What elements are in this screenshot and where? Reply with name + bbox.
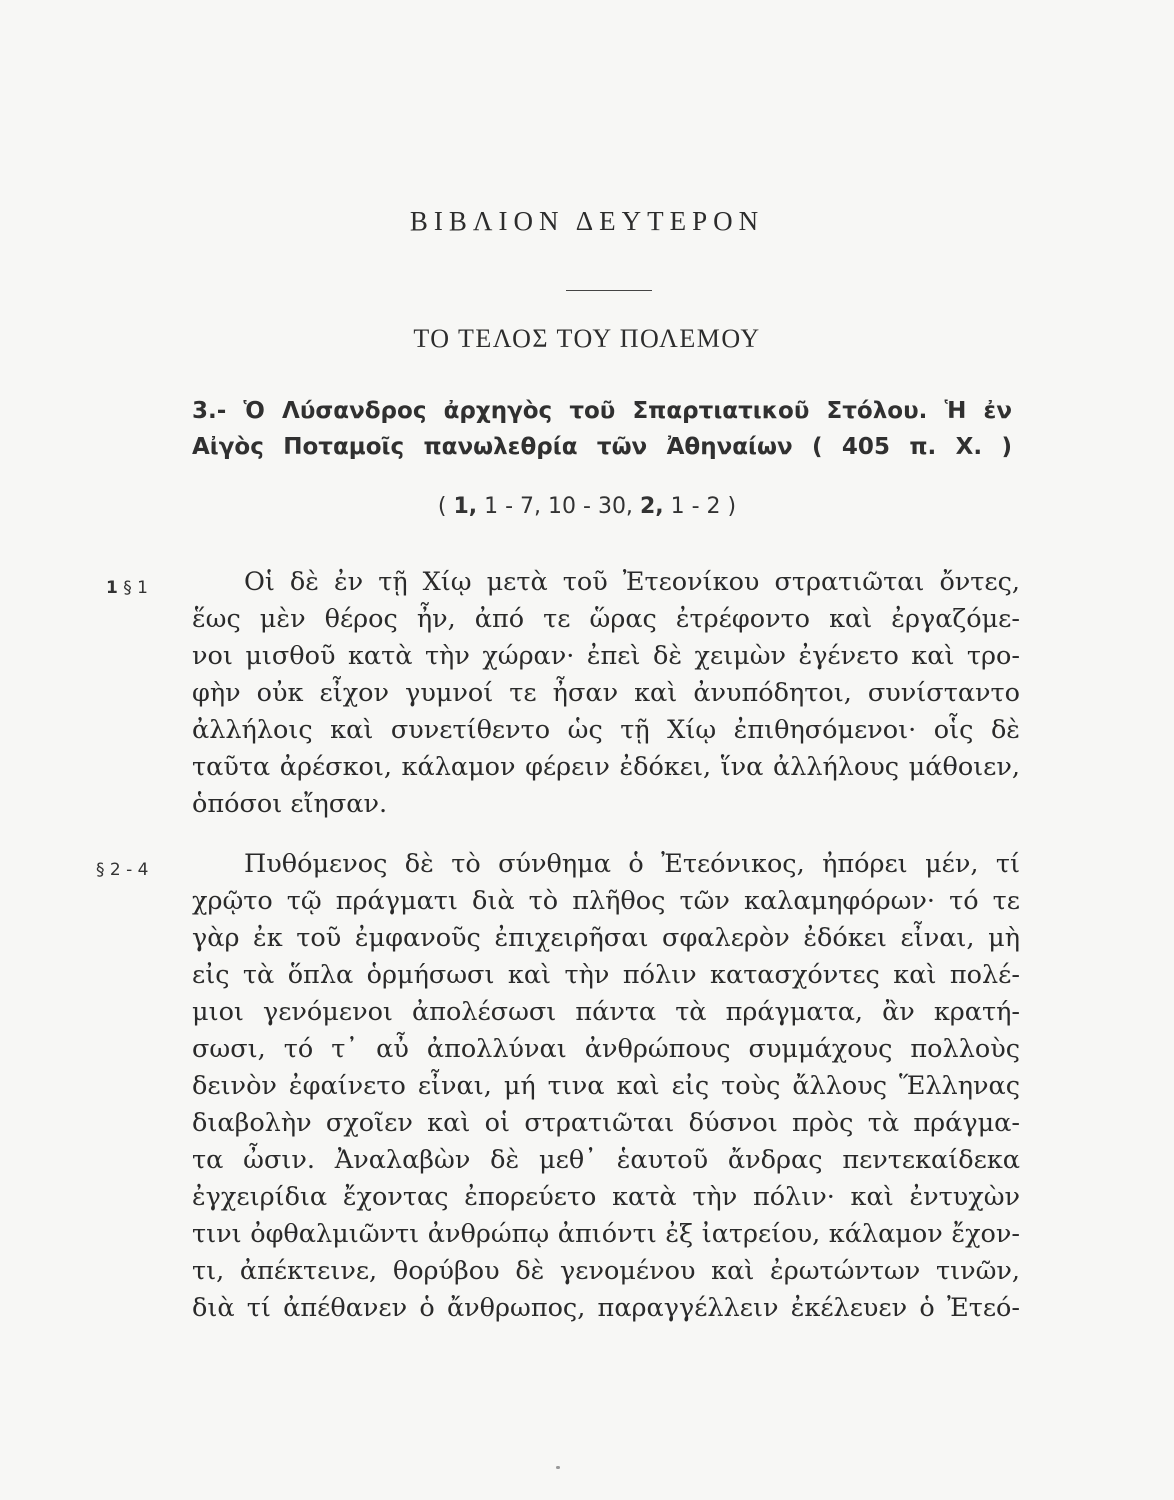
paragraph-line: τινι ὀφθαλμιῶντι ἀνθρώπῳ ἀπιόντι ἐξ ἰατρείου, κάλαμον ἔχον- [192, 1219, 1020, 1249]
paragraph-line: διὰ τί ἀπέθανεν ὁ ἄνθρωπος, παραγγέλλειν ἐκέλευεν ὁ Ἐτεό- [192, 1293, 1020, 1323]
paragraph-line: ἕως μὲν θέρος ἦν, ἀπό τε ὥρας ἐτρέφοντο καὶ ἐργαζόμε- [192, 604, 1020, 634]
section-reference-bold: 1, [453, 494, 478, 519]
paragraph-line: ἐγχειρίδια ἔχοντας ἐπορεύετο κατὰ τὴν πόλιν· καὶ ἐντυχὼν [192, 1182, 1020, 1212]
paragraph-line: φὴν οὐκ εἶχον γυμνοί τε ἦσαν καὶ ἀνυπόδητοι, συνίσταντο [192, 678, 1020, 708]
paragraph-line: Πυθόμενος δὲ τὸ σύνθημα ὁ Ἐτεόνικος, ἠπόρει μέν, τί [244, 849, 1020, 879]
paragraph-line: τι, ἀπέκτεινε, θορύβου δὲ γενομένου καὶ ἐρωτώντων τινῶν, [192, 1256, 1020, 1286]
paragraph-line: ταῦτα ἀρέσκοι, κάλαμον φέρειν ἐδόκει, ἵνα ἀλλήλους μάθοιεν, [192, 752, 1020, 782]
paragraph-line: εἰς τὰ ὅπλα ὁρμήσωσι καὶ τὴν πόλιν κατασχόντες καὶ πολέ- [192, 960, 1020, 990]
paragraph-line: χρῷτο τῷ πράγματι διὰ τὸ πλῆθος τῶν καλαμηφόρων· τό τε [192, 886, 1020, 916]
paragraph-line: νοι μισθοῦ κατὰ τὴν χώραν· ἐπεὶ δὲ χειμὼν ἐγένετο καὶ τρο- [192, 641, 1020, 671]
paragraph-line: δεινὸν ἐφαίνετο εἶναι, μή τινα καὶ εἰς τοὺς ἄλλους Ἕλληνας [192, 1071, 1020, 1101]
paragraph-line: ἀλλήλοις καὶ συνετίθεντο ὡς τῇ Χίῳ ἐπιθησόμενοι· οἷς δὲ [192, 715, 1020, 745]
section-heading-line: 3.- Ὁ Λύσανδρος ἀρχηγὸς τοῦ Σπαρτιατικοῦ Στόλου. Ἡ ἐν [192, 398, 1012, 424]
paragraph-line: σωσι, τό τ᾽ αὖ ἀπολλύναι ἀνθρώπους συμμάχους πολλοὺς [192, 1034, 1020, 1064]
margin-reference-1 [106, 578, 148, 598]
section-reference-part: 1 - 2 ) [663, 494, 737, 519]
section-heading-line: Αἰγὸς Ποταμοῖς πανωλεθρία τῶν Ἀθηναίων ( 405 π. Χ. ) [192, 434, 1012, 460]
page-speck [556, 1466, 560, 1469]
bleed-through-text [212, 86, 218, 110]
section-reference [0, 494, 1174, 519]
paragraph-line: ὁπόσοι εἴησαν. [192, 789, 388, 819]
paragraph-line: διαβολὴν σχοῖεν καὶ οἱ στρατιῶται δύσνοι πρὸς τὰ πράγμα- [192, 1108, 1020, 1138]
margin-reference-paragraph: § 1 [117, 578, 148, 598]
paragraph-line: Οἱ δὲ ἐν τῇ Χίῳ μετὰ τοῦ Ἐτεονίκου στρατιῶται ὄντες, [244, 567, 1020, 597]
section-reference-part: ( [437, 494, 454, 519]
paragraph-line: γὰρ ἐκ τοῦ ἐμφανοῦς ἐπιχειρῆσαι σφαλερὸν ἐδόκει εἶναι, μὴ [192, 923, 1020, 953]
book-title: ΒΙΒΛΙΟΝ ΔΕΥΤΕΡΟΝ [409, 206, 765, 236]
section-reference-part: 1 - 7, 10 - 30, [477, 494, 640, 519]
title-divider [566, 290, 652, 291]
section-heading [192, 393, 1012, 465]
paragraph-2 [192, 846, 1020, 1327]
margin-reference-book: 1 [106, 578, 118, 598]
chapter-title: ΤΟ ΤΕΛΟΣ ΤΟΥ ΠΟΛΕΜΟΥ [413, 324, 761, 353]
paragraph-line: τα ὦσιν. Ἀναλαβὼν δὲ μεθ᾽ ἑαυτοῦ ἄνδρας πεντεκαίδεκα [192, 1145, 1020, 1175]
section-reference-bold: 2, [639, 494, 664, 519]
paragraph-line: μιοι γενόμενοι ἀπολέσωσι πάντα τὰ πράγματα, ἂν κρατή- [192, 997, 1020, 1027]
margin-reference-2: § 2 - 4 [96, 860, 149, 880]
paragraph-1 [192, 564, 1020, 823]
